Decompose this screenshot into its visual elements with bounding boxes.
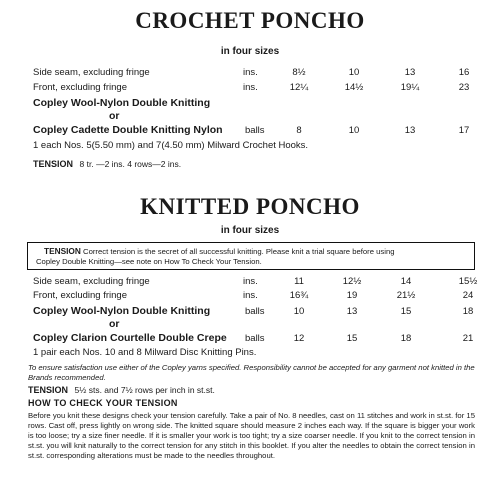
size-value: 8½ <box>292 67 306 78</box>
size-value: 19¼ <box>400 82 420 93</box>
row-label: Front, excluding fringe <box>33 82 127 93</box>
crochet-or: or <box>109 110 120 122</box>
crochet-hooks: 1 each Nos. 5(5.50 mm) and 7(4.50 mm) Milward Crochet Hooks. <box>33 140 309 151</box>
tension-notice-box <box>27 242 475 270</box>
row-unit: balls <box>245 125 265 136</box>
knitted-row-yarn-1 <box>33 305 473 318</box>
size-value: 16¾ <box>289 290 309 301</box>
row-unit: balls <box>245 306 265 317</box>
row-label: Front, excluding fringe <box>33 290 127 301</box>
row-label: Side seam, excluding fringe <box>33 276 150 287</box>
size-value: 16 <box>458 67 470 78</box>
crochet-subtitle: in four sizes <box>220 46 280 57</box>
crochet-title: CROCHET PONCHO <box>135 8 365 33</box>
knitted-title: KNITTED PONCHO <box>140 194 360 219</box>
knitted-needles: 1 pair each Nos. 10 and 8 Milward Disc Knitting Pins. <box>33 347 257 358</box>
how-to-heading: HOW TO CHECK YOUR TENSION <box>28 398 178 408</box>
knitted-or: or <box>109 318 120 330</box>
size-value: 10 <box>293 306 305 317</box>
size-value: 13 <box>404 67 416 78</box>
size-value: 12¼ <box>289 82 309 93</box>
row-label: Side seam, excluding fringe <box>33 67 150 78</box>
tension-notice-label: TENSION <box>44 246 81 256</box>
size-value: 12 <box>293 333 305 344</box>
tension-notice-line-2: Copley Double Knitting—see note on How To Check Your Tension. <box>36 257 262 266</box>
knitted-subtitle: in four sizes <box>220 225 280 236</box>
crochet-yarn-1: Copley Wool-Nylon Double Knitting <box>33 97 211 109</box>
how-to-text: Before you knit these designs check your tension carefully. Take a pair of No. 8 needles, cast on 11 stitches and work in st.st. for 15 rows. Cast off, press lightly on wrong side. The knitted square should measure 2 inches each way. If the square is bigger your work is too loose; try a size finer needle. If it is smaller your work is too tight; try a size coarser needle. If you knit to the correct tension in st.st. you will knit naturally to the correct tension for any stitch in this booklet. If you alter the needles to obtain the correct tension in st.st. corresponding alterations must be made to the needles throughout. <box>28 411 475 460</box>
tension-label: TENSION <box>33 159 74 169</box>
tension-text: 8 tr. —2 ins. 4 rows—2 ins. <box>79 159 182 169</box>
size-value: 15 <box>400 306 412 317</box>
size-value: 21½ <box>396 290 416 301</box>
size-value: 15½ <box>458 276 478 287</box>
size-value: 10 <box>348 67 360 78</box>
crochet-tension <box>33 159 181 169</box>
size-value: 18 <box>462 306 474 317</box>
size-value: 8 <box>296 125 302 136</box>
tension-notice-text: Correct tension is the secret of all successful knitting. Please knit a trial square before using <box>83 247 395 256</box>
size-value: 17 <box>458 125 470 136</box>
knitted-tension <box>28 385 215 395</box>
row-unit: balls <box>245 333 265 344</box>
size-value: 11 <box>294 276 304 287</box>
tension-notice-line-1 <box>36 246 468 257</box>
row-unit: ins. <box>243 276 258 287</box>
knitted-row-front <box>33 290 473 303</box>
crochet-row-yarn-2 <box>33 124 473 137</box>
size-value: 14½ <box>344 82 364 93</box>
size-value: 23 <box>458 82 470 93</box>
knitted-row-side-seam <box>33 276 478 289</box>
row-unit: ins. <box>243 82 258 93</box>
satisfaction-note: To ensure satisfaction use either of the Copley yarns specified. Responsibility cannot be accepted for any garment not knitted in the Brands recommended. <box>28 363 475 382</box>
row-unit: ins. <box>243 67 258 78</box>
crochet-row-front <box>33 82 473 95</box>
tension-label: TENSION <box>28 385 69 395</box>
size-value: 10 <box>348 125 360 136</box>
size-value: 21 <box>462 333 474 344</box>
size-value: 14 <box>400 276 412 287</box>
size-value: 13 <box>346 306 358 317</box>
row-label: Copley Wool-Nylon Double Knitting <box>33 305 211 317</box>
row-label: Copley Cadette Double Knitting Nylon <box>33 124 223 136</box>
size-value: 19 <box>346 290 358 301</box>
size-value: 24 <box>462 290 474 301</box>
size-value: 15 <box>346 333 358 344</box>
crochet-row-side-seam <box>33 67 473 80</box>
size-value: 13 <box>404 125 416 136</box>
row-label: Copley Clarion Courtelle Double Crepe <box>33 332 227 344</box>
tension-text: 5½ sts. and 7½ rows per inch in st.st. <box>74 385 215 395</box>
size-value: 18 <box>400 333 412 344</box>
knitted-row-yarn-2 <box>33 332 473 345</box>
size-value: 12½ <box>342 276 362 287</box>
row-unit: ins. <box>243 290 258 301</box>
